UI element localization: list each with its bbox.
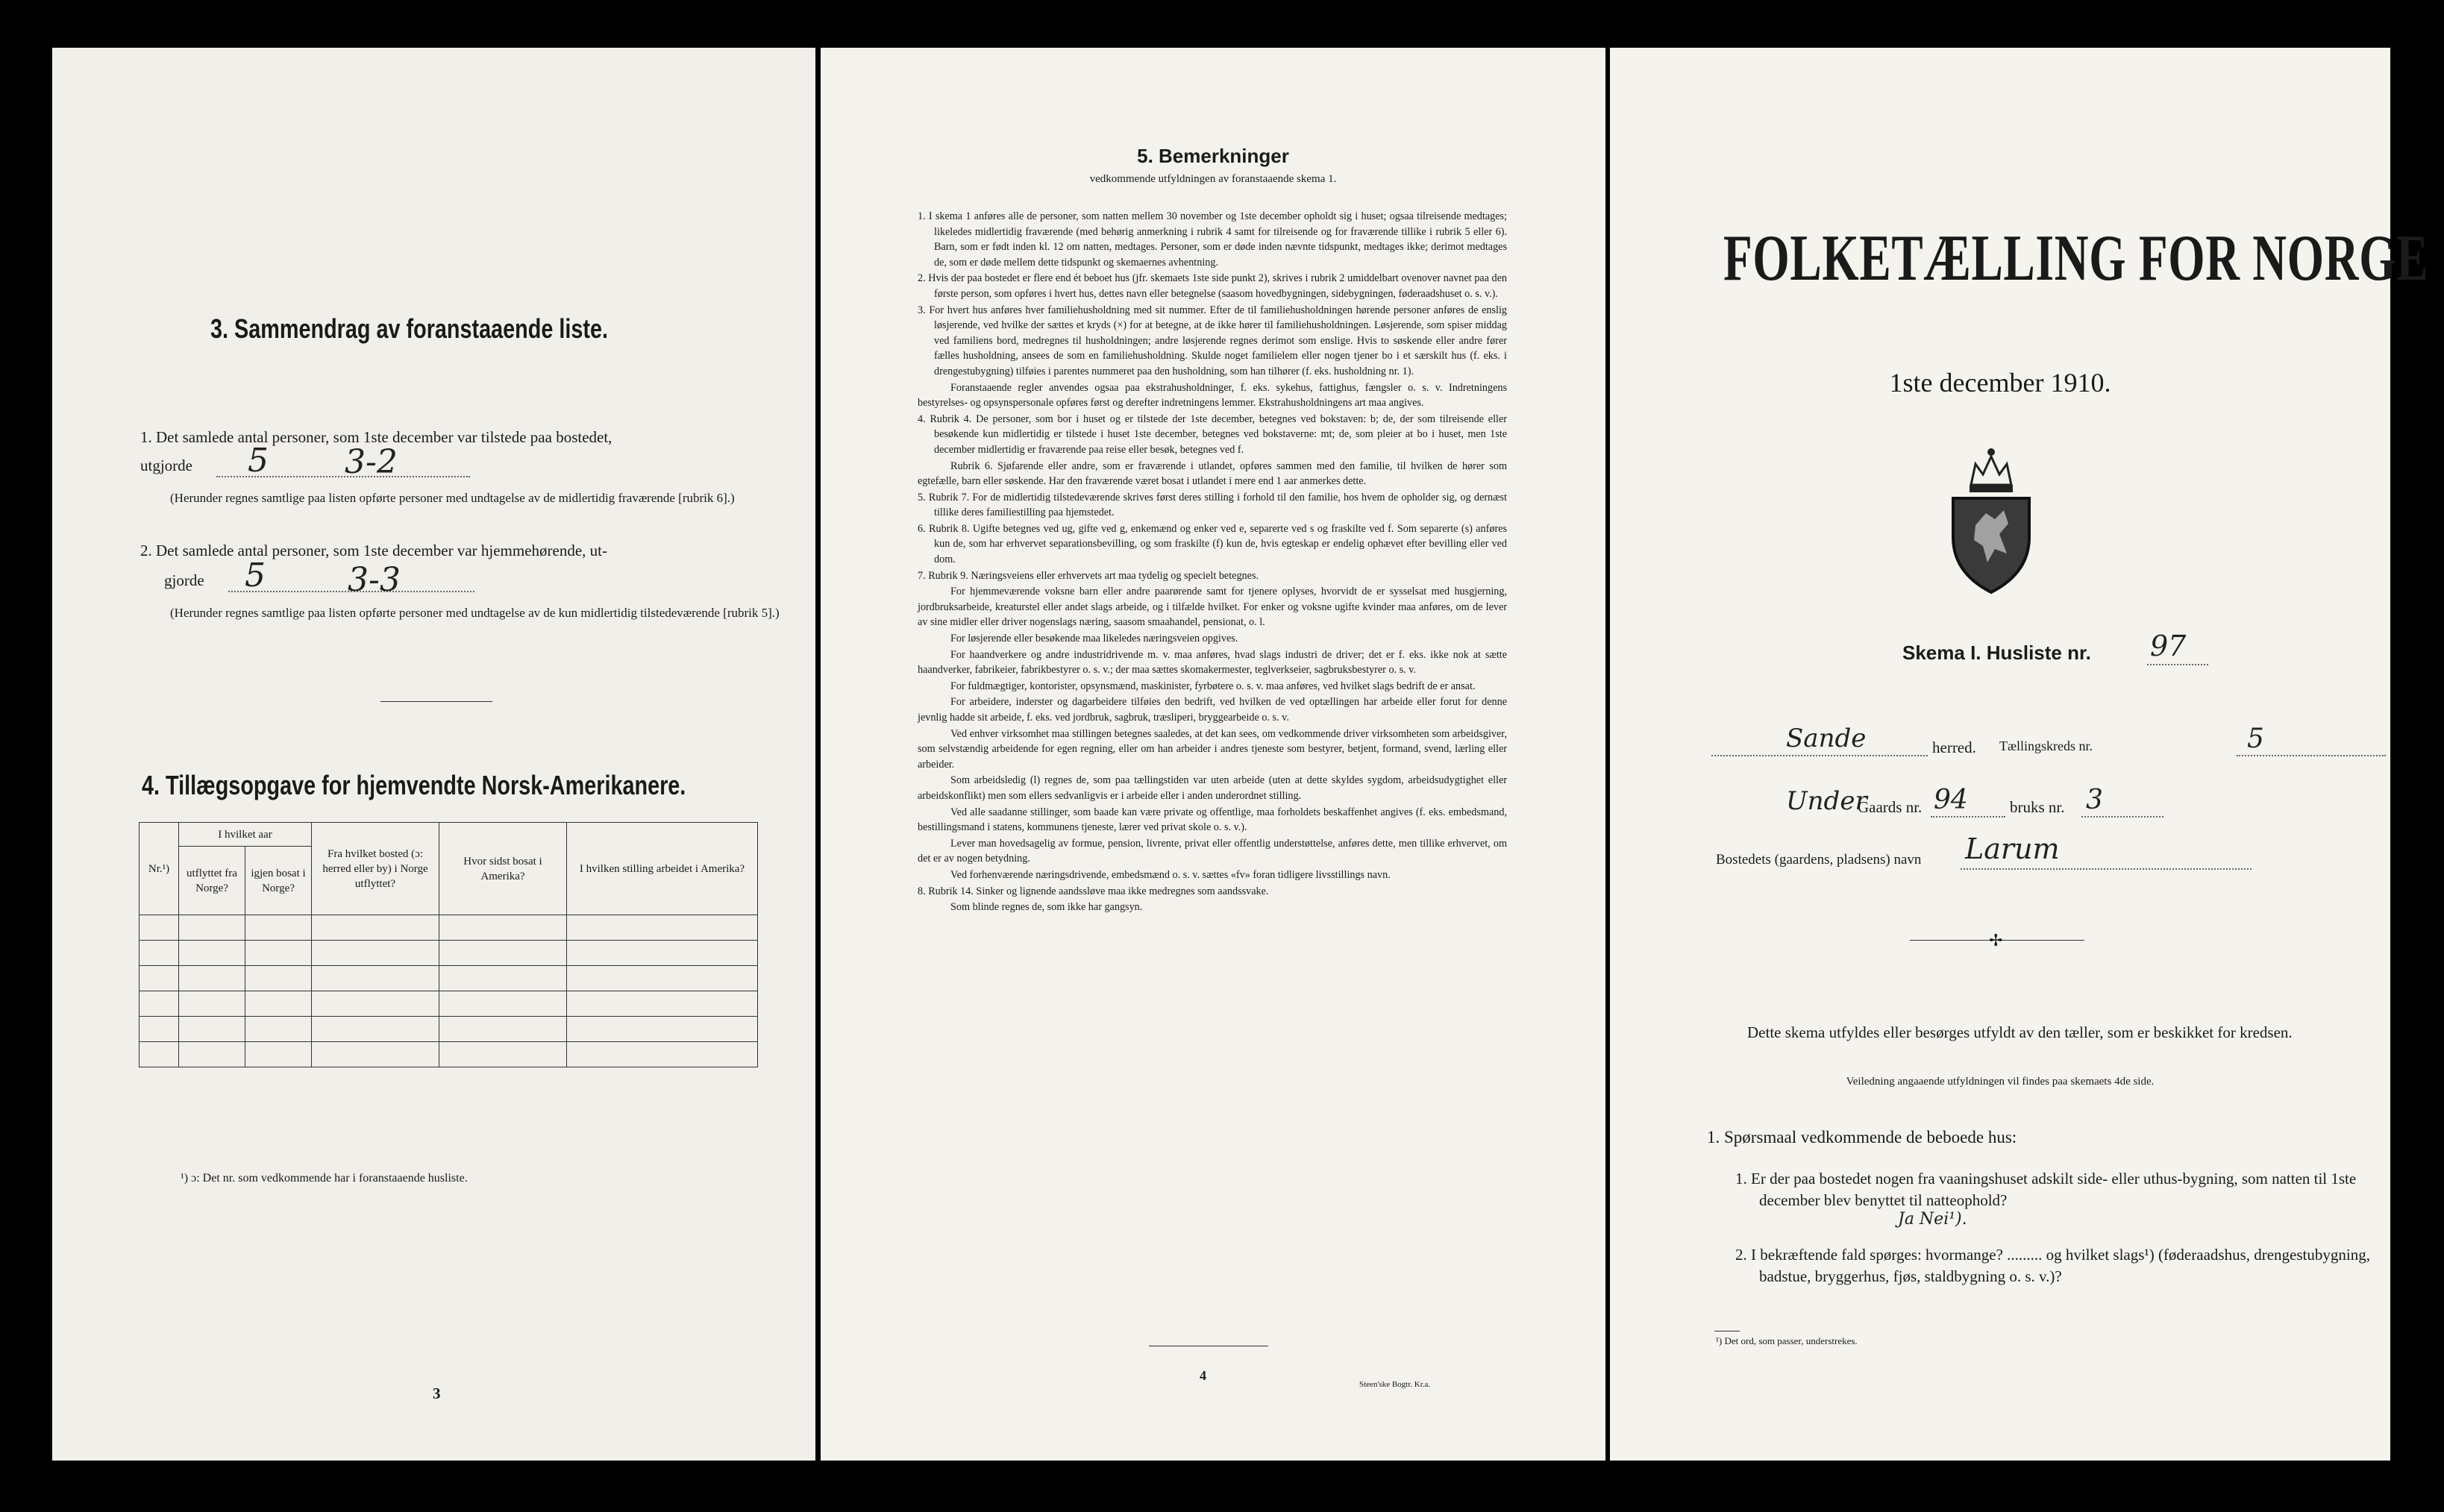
summary-item2-value: 5: [245, 556, 266, 595]
remark-paragraph: Foranstaaende regler anvendes ogsaa paa ekstrahusholdninger, f. eks. sykehus, fattighus, fængsler o. s. v. Indretningens bestyrelses- og opsynspersonale opføres først og derefter indretningens lemmer. Ekstrahusholdningens art maa angives.: [918, 381, 1507, 410]
intro-note: Veiledning angaaende utfyldningen vil findes paa skemaets 4de side.: [1846, 1076, 2155, 1088]
bruk-line: [2081, 816, 2163, 818]
remark-paragraph: 1. I skema 1 anføres alle de personer, som natten mellem 30 november og 1ste december opholdt sig i huset; ogsaa tilreisende medtages; likeledes midlertidig fraværende (med behørig anmerkning i rubrik 4 samt for tilreisende og for fraværende tillike i rubrik 5 eller 6). Barn, som er født inden kl. 12 om natten, medtages. Personer, som er døde inden nævnte tidspunkt, medtages ikke; derimot medtages de, som er døde mellem dette tidspunkt og skemaernes avhentning.: [918, 210, 1507, 269]
remark-paragraph: 6. Rubrik 8. Ugifte betegnes ved ug, gifte ved g, enkemænd og enker ved e, separerte ved s og fraskilte ved f. Som separerte (s) anføres kun de, som har erhvervet separationsbevilling, og som fraskilte (f) kun de, hvis egteskap er endelig ophævet efter bevilling eller ved dom.: [918, 522, 1507, 566]
herred-label: herred.: [1932, 738, 1976, 756]
remark-paragraph: 7. Rubrik 9. Næringsveiens eller erhvervets art maa tydelig og specielt betegnes.: [918, 569, 1259, 582]
col-utflyttet: utflyttet fra Norge?: [179, 847, 245, 915]
summary-item2-note: (Herunder regnes samtlige paa listen opførte personer med undtagelse av de kun midlertidig tilstedeværende [rubrik 5].): [170, 606, 780, 620]
right-page: [1610, 48, 2429, 1461]
kreds-line: [2237, 755, 2386, 756]
table-row: [140, 1042, 758, 1067]
section4-footnote: ¹) ɔ: Det nr. som vedkommende har i foranstaaende husliste.: [181, 1172, 468, 1185]
summary-item2-prefix: gjorde: [164, 571, 204, 589]
ornament-icon: ✢: [1989, 931, 2003, 950]
question-2: 2. I bekræftende fald spørges: hvormange? ......... og hvilket slags¹) (føderaadshus, drengestubygning, badstue, bryggerhus, fjøs, staldbygning o. s. v.)?: [1735, 1246, 2370, 1285]
col-fra: Fra hvilket bosted (ɔ: herred eller by) i Norge utflyttet?: [312, 823, 439, 915]
main-title: FOLKETÆLLING FOR NORGE: [1723, 222, 2429, 295]
kreds-label: Tællingskreds nr.: [1999, 738, 2093, 753]
bruk-value: 3: [2086, 785, 2103, 815]
herred-value: Sande: [1786, 724, 1867, 753]
summary-item2-extra: 3-3: [348, 561, 401, 599]
bemerkninger-title: 5. Bemerkninger: [1137, 145, 1289, 167]
remark-paragraph: 2. Hvis der paa bostedet er flere end ét beboet hus (jfr. skemaets 1ste side punkt 2), skrives i rubrik 2 umiddelbart ovenover navnet paa den første person, som opføres i hvert hus, dettes navn eller betegnelse (saasom hovedbygningen, sidebygningen, føderaadshuset o. s. v.).: [918, 272, 1507, 300]
remark-paragraph: Som arbeidsledig (l) regnes de, som paa tællingstiden var uten arbeide (uten at dette skyldes sygdom, arbeidsudygtighet eller arbeidskonflikt) men som ellers sedvanligvis er i arbeide eller i anden underordnet stilling.: [918, 774, 1507, 802]
table-row: [140, 915, 758, 941]
remark-paragraph: 4. Rubrik 4. De personer, som bor i huset og er tilstede der 1ste december, betegnes ved bokstaven: b; de, der som tilreisende eller besøkende kun midlertidig er tilstede i huset 1ste december, betegnes ved bokstaverne: mt; de, som pleier at bo i huset, men 1ste december midlertidig er fraværende paa reise eller besøk, betegnes ved f.: [918, 412, 1507, 456]
col-nr: Nr.¹): [140, 823, 179, 915]
summary-item1-value: 5: [248, 442, 269, 480]
remark-paragraph: 3. For hvert hus anføres hver familiehusholdning med sit nummer. Efter de til familiehusholdningen hørende personer anføres de enslig løsjerende, ved hvilke der sættes et kryds (×) for at betegne, at de ikke hører til familiehusholdningen. Løsjerende, som spiser middag ved familiens bord, medregnes til husholdningen; andre løsjerende regnes derimot som enslige. Hvis to søskende eller andre fører fælles husholdning, ansees de som en familiehusholdning. Skulde noget familielem eller nogen tjener bo i et særskilt hus (f. eks. i drengestubygning) tilføies i parentes nummeret paa den husholdning, som han tilhører (f. eks. husholdning nr. 1).: [918, 304, 1507, 377]
divider: [380, 701, 492, 702]
norway-coat-of-arms-icon: [1943, 442, 2040, 597]
remark-paragraph: For hjemmeværende voksne barn eller andre paarørende samt for tjenere oplyses, hvorvidt de er sysselsat med husgjerning, jordbruksarbeide, kreaturstel eller andet slags arbeide, og i tilfælde hvilket. For enker og voksne ugifte kvinder maa anføres, om de lever av sine midler eller driver nogenslags næring, saasom smaahandel, pensionat, o. l.: [918, 586, 1507, 629]
gaard-label: Gaards nr.: [1858, 798, 1923, 816]
summary-item1-prefix: utgjorde: [140, 457, 192, 474]
bosted-label: Bostedets (gaardens, pladsens) navn: [1716, 852, 1922, 868]
summary-item1-extra: 3-2: [345, 443, 398, 481]
intro-text: Dette skema utfyldes eller besørges utfyldt av den tæller, som er beskikket for kredsen.: [1747, 1023, 2293, 1041]
remark-paragraph: For arbeidere, inderster og dagarbeidere tilføies den bedrift, ved hvilken de ved optællingen har arbeide eller forut for denne jevnlig hadde sit arbeide, f. eks. ved jordbruk, sagbruk, træsliperi, bryggearbeide o. s. v.: [918, 696, 1507, 724]
col-igjen: igjen bosat i Norge?: [245, 847, 312, 915]
gaard-line: [1931, 816, 2005, 818]
section4-title: 4. Tillægsopgave for hjemvendte Norsk-Amerikanere.: [142, 770, 686, 800]
page-number-4: 4: [1200, 1368, 1206, 1383]
remark-paragraph: Ved enhver virksomhet maa stillingen betegnes saaledes, at det kan sees, om vedkommende driver virksomheten som arbeidsgiver, som selvstændig arbeidende for egen regning, eller om han arbeider i andres tjeneste som bestyrer, betjent, formand, svend, lærling eller arbeider.: [918, 727, 1507, 771]
bruk-label: bruks nr.: [2010, 798, 2065, 816]
remark-paragraph: Rubrik 6. Sjøfarende eller andre, som er fraværende i utlandet, opføres sammen med den familie, til hvilken de hører som egtefælle, barn eller søskende. Har den fraværende været bosat i utlandet i mere end 1 aar anmerkes dette.: [918, 459, 1507, 488]
table-row: [140, 966, 758, 991]
husliste-nr: 97: [2150, 630, 2187, 662]
table-row: [140, 1017, 758, 1042]
census-date: 1ste december 1910.: [1889, 368, 2111, 398]
summary-item1: 1. Det samlede antal personer, som 1ste december var tilstede paa bostedet,: [140, 428, 612, 446]
col-stilling: I hvilken stilling arbeidet i Amerika?: [567, 823, 758, 915]
middle-page: [821, 48, 1605, 1461]
skema-label: Skema I. Husliste nr.: [1902, 641, 2091, 664]
question-title: 1. Spørsmaal vedkommende de beboede hus:: [1707, 1128, 2017, 1146]
husliste-line: [2147, 664, 2208, 665]
col-group-year: I hvilket aar: [179, 823, 312, 847]
bemerkninger-body: [918, 209, 1507, 916]
gaard-value: 94: [1934, 785, 1968, 815]
remark-paragraph: 8. Rubrik 14. Sinker og lignende aandssløve maa ikke medregnes som aandssvake.: [918, 885, 1269, 897]
page-number-3: 3: [433, 1384, 441, 1402]
section3-title: 3. Sammendrag av foranstaaende liste.: [210, 313, 609, 344]
remark-paragraph: 5. Rubrik 7. For de midlertidig tilstedeværende skrives først deres stilling i forhold til den familie, hos hvem de opholder sig, og dernæst tillike deres familiestilling paa hjemstedet.: [918, 491, 1507, 519]
summary-item1-note: (Herunder regnes samtlige paa listen opførte personer med undtagelse av de midlertidig fraværende [rubrik 6].): [170, 491, 735, 505]
kreds-value: 5: [2247, 724, 2264, 754]
printer-mark: Steen'ske Bogtr. Kr.a.: [1359, 1380, 1431, 1389]
remark-paragraph: Som blinde regnes de, som ikke har gangsyn.: [950, 901, 1143, 914]
right-footnote: ¹) Det ord, som passer, understrekes.: [1716, 1335, 1858, 1346]
norsk-amerikanere-table: [139, 822, 758, 1067]
summary-item2: 2. Det samlede antal personer, som 1ste december var hjemmehørende, ut-: [140, 542, 608, 559]
bemerkninger-subtitle: vedkommende utfyldningen av foranstaaende skema 1.: [1089, 173, 1337, 185]
remark-paragraph: Ved forhenværende næringsdrivende, embedsmænd o. s. v. sættes «fv» foran tidligere livsstillings navn.: [950, 868, 1391, 881]
bosted-line: [1961, 868, 2252, 870]
remark-paragraph: For løsjerende eller besøkende maa likeledes næringsveien opgives.: [950, 633, 1238, 645]
table-row: [140, 991, 758, 1017]
question-1-options: Ja Nei¹).: [1898, 1210, 1967, 1229]
remark-paragraph: For haandverkere og andre industridrivende m. v. maa anføres, hvad slags industri de driver; det er f. eks. ikke nok at sætte haandverker, fabrikeier, fabrikbestyrer o. s. v.; der maa sættes skomakermester, teglverkseier, sagbruksbestyrer o. s. v.: [918, 648, 1507, 677]
herred-line: [1711, 755, 1928, 756]
remark-paragraph: For fuldmægtiger, kontorister, opsynsmænd, maskinister, fyrbøtere o. s. v. maa anføres, ved hvilket slags bedrift de er ansat.: [950, 680, 1476, 692]
bosted-value: Larum: [1965, 832, 2060, 865]
table-row: [140, 941, 758, 966]
left-page: [52, 48, 815, 1461]
question-1: 1. Er der paa bostedet nogen fra vaaningshuset adskilt side- eller uthus-bygning, som natten til 1ste december blev benyttet til natteophold?: [1735, 1170, 2357, 1209]
remark-paragraph: Lever man hovedsagelig av formue, pension, livrente, privat eller offentlig understøttelse, anføres dette, men tillike erhvervet, om det er av nogen betydning.: [918, 837, 1507, 865]
remark-paragraph: Ved alle saadanne stillinger, som baade kan være private og offentlige, maa forholdets beskaffenhet angives (f. eks. embedsmand, bestillingsmand i statens, kommunens tjeneste, lærer ved privat skole o. s. v.).: [918, 806, 1507, 834]
gaard-prefix: Under: [1786, 786, 1867, 816]
col-hvor: Hvor sidst bosat i Amerika?: [439, 823, 567, 915]
